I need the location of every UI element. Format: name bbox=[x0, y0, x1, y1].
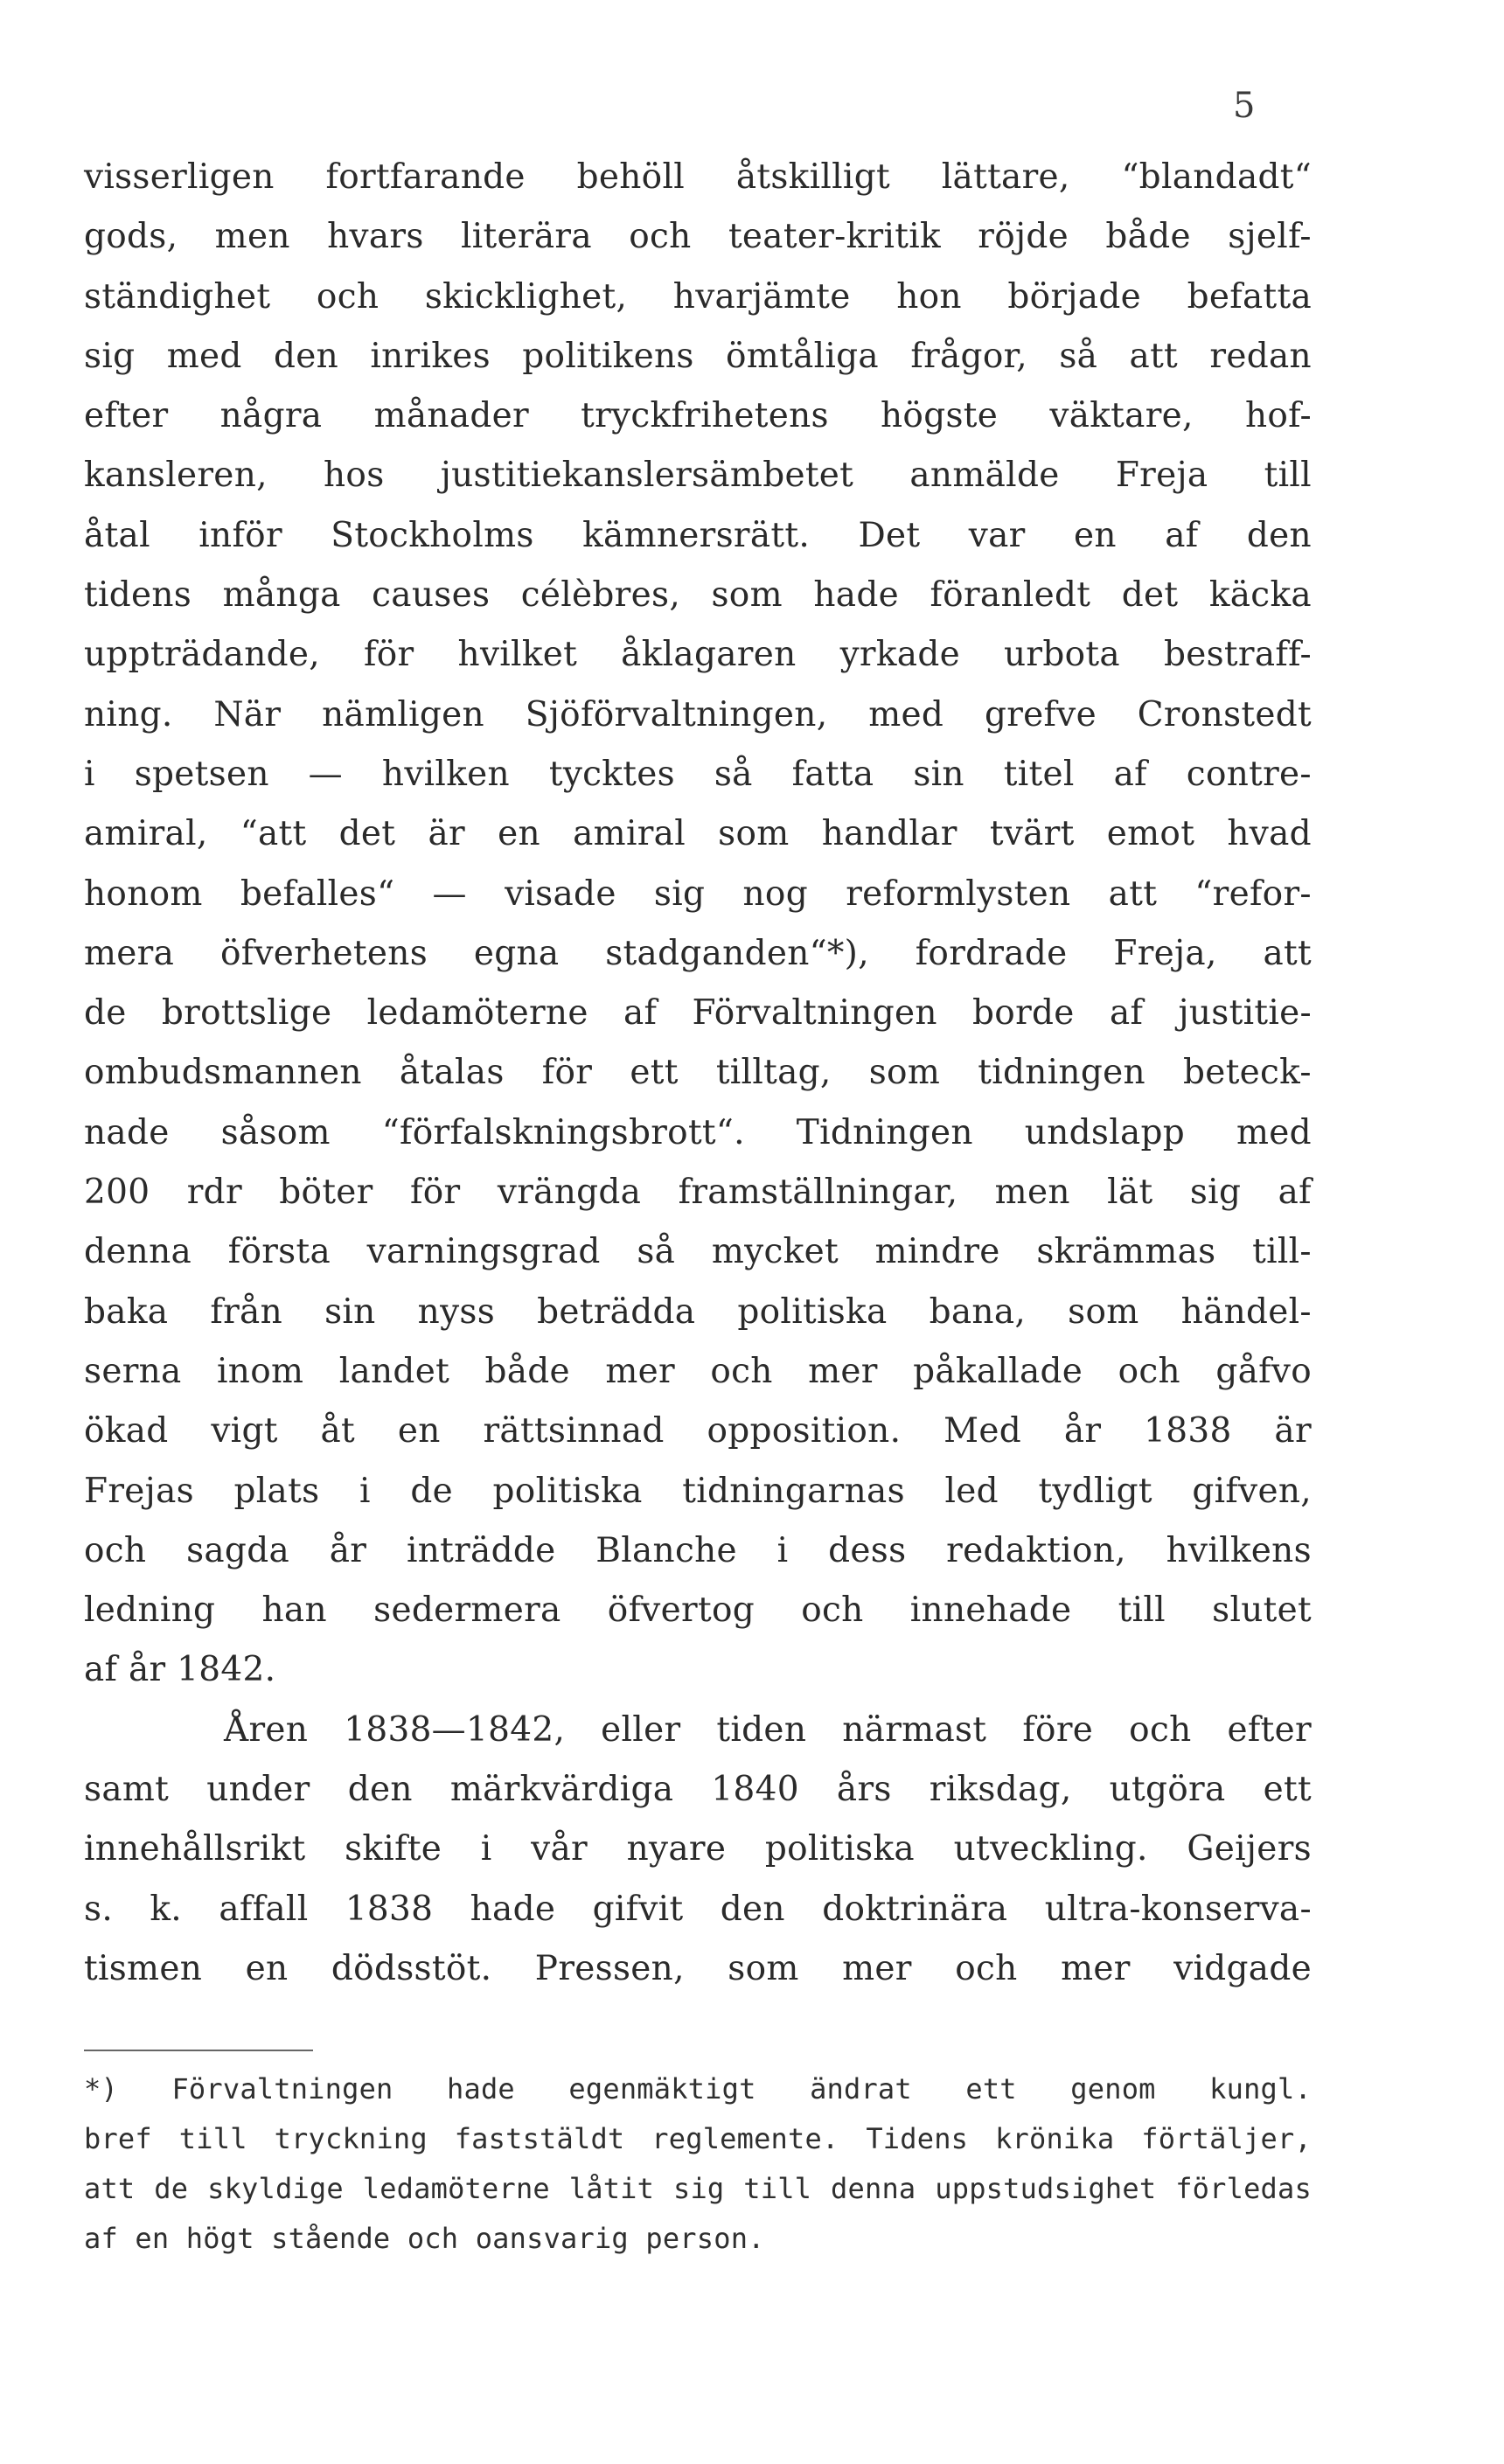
text-line: uppträdande, för hvilket åklagaren yrkade urbota bestraff- bbox=[84, 635, 1312, 675]
text-line: i spetsen — hvilken tycktes så fatta sin titel af contre- bbox=[84, 754, 1312, 794]
text-line: amiral, “att det är en amiral som handlar tvärt emot hvad bbox=[84, 814, 1312, 854]
text-line: Åren 1838—1842, eller tiden närmast före och efter bbox=[224, 1709, 1312, 1750]
text-line: visserligen fortfarande behöll åtskilligt lättare, “blandadt“ bbox=[84, 157, 1312, 197]
text-line: de brottslige ledamöterne af Förvaltningen borde af justitie- bbox=[84, 993, 1312, 1034]
text-line: gods, men hvars literära och teater-kritik röjde både sjelf- bbox=[84, 217, 1312, 257]
text-line: ständighet och skicklighet, hvarjämte hon började befatta bbox=[84, 276, 1312, 317]
text-line: nade såsom “förfalskningsbrott“. Tidningen undslapp med bbox=[84, 1112, 1312, 1152]
text-line: kansleren, hos justitiekanslersämbetet anmälde Freja till bbox=[84, 456, 1312, 496]
text-line: baka från sin nyss beträdda politiska bana, som händel- bbox=[84, 1291, 1312, 1332]
text-line: ökad vigt åt en rättsinnad opposition. Med år 1838 är bbox=[84, 1411, 1312, 1451]
text-line: s. k. affall 1838 hade gifvit den doktrinära ultra-konserva- bbox=[84, 1889, 1312, 1929]
text-line: denna första varningsgrad så mycket mindre skrämmas till- bbox=[84, 1232, 1312, 1272]
text-line: Frejas plats i de politiska tidningarnas led tydligt gifven, bbox=[84, 1471, 1312, 1511]
text-line: 200 rdr böter för vrängda framställningar, men lät sig af bbox=[84, 1173, 1312, 1213]
text-line: af år 1842. bbox=[84, 1650, 276, 1690]
text-line: honom befalles“ — visade sig nog reformlysten att “refor- bbox=[84, 874, 1312, 914]
footnote-line: af en högt stående och oansvarig person. bbox=[84, 2222, 765, 2255]
body-text bbox=[84, 157, 1312, 2008]
text-line: sig med den inrikes politikens ömtåliga frågor, så att redan bbox=[84, 336, 1312, 376]
text-line: åtal inför Stockholms kämnersrätt. Det var en af den bbox=[84, 515, 1312, 555]
text-line: tismen en dödsstöt. Pressen, som mer och mer vidgade bbox=[84, 1948, 1312, 1988]
text-line: och sagda år inträdde Blanche i dess redaktion, hvilkens bbox=[84, 1530, 1312, 1570]
text-line: mera öfverhetens egna stadganden“*), fordrade Freja, att bbox=[84, 933, 1312, 973]
text-line: efter några månader tryckfrihetens högste väktare, hof- bbox=[84, 396, 1312, 436]
text-line: samt under den märkvärdiga 1840 års riksdag, utgöra ett bbox=[84, 1770, 1312, 1810]
footnote-line: att de skyldige ledamöterne låtit sig till denna uppstudsighet förledas bbox=[84, 2172, 1312, 2205]
text-line: ledning han sedermera öfvertog och innehade till slutet bbox=[84, 1590, 1312, 1631]
text-line: innehållsrikt skifte i vår nyare politiska utveckling. Geijers bbox=[84, 1829, 1312, 1869]
text-line: tidens många causes célèbres, som hade föranledt det käcka bbox=[84, 575, 1312, 616]
footnote-line: *) Förvaltningen hade egenmäktigt ändrat ett genom kungl. bbox=[84, 2072, 1312, 2106]
text-line: serna inom landet både mer och mer påkallade och gåfvo bbox=[84, 1351, 1312, 1391]
footnote-line: bref till tryckning faststäldt reglemente. Tidens krönika förtäljer, bbox=[84, 2122, 1312, 2155]
page-number: 5 bbox=[1233, 86, 1256, 126]
footnote bbox=[84, 2072, 1312, 2272]
footnote-divider bbox=[84, 2050, 313, 2051]
text-line: ning. När nämligen Sjöförvaltningen, med grefve Cronstedt bbox=[84, 694, 1312, 734]
text-line: ombudsmannen åtalas för ett tilltag, som tidningen beteck- bbox=[84, 1053, 1312, 1093]
